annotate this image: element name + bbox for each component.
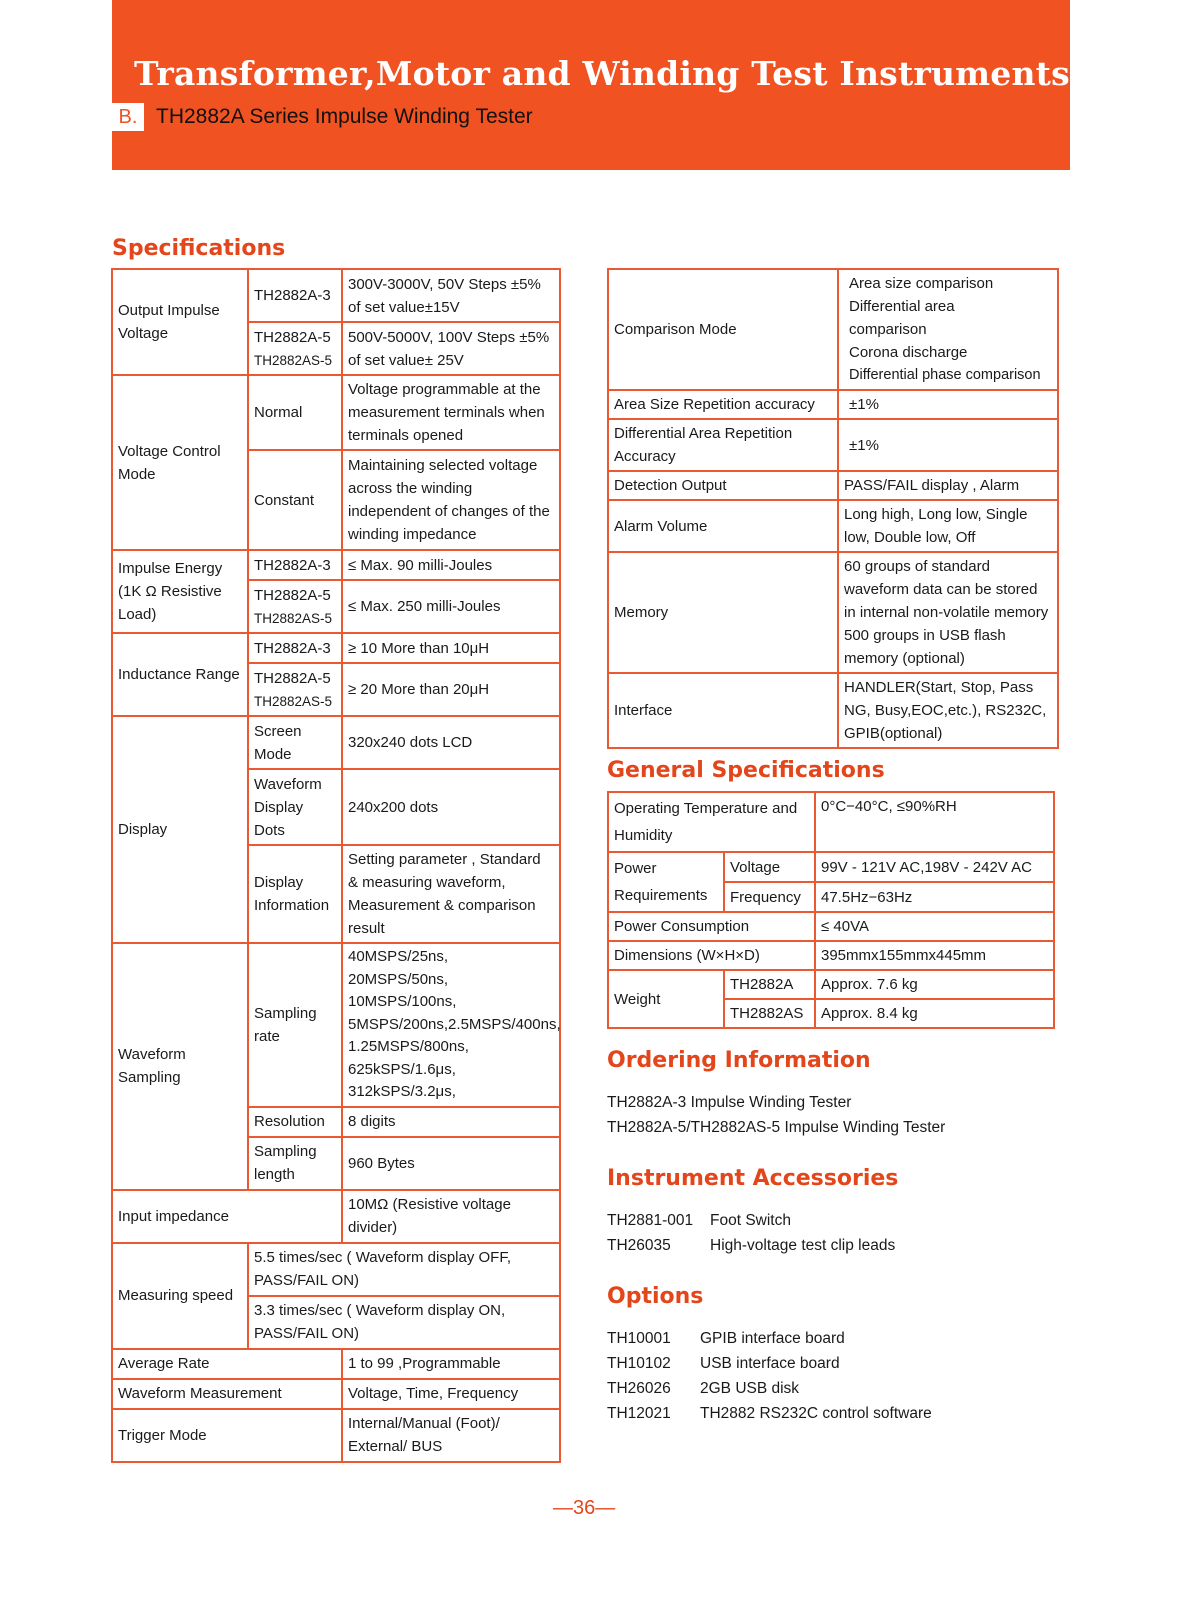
section-subtitle-text: TH2882A Series Impulse Winding Tester (156, 105, 533, 128)
row-label: Inductance Range (112, 633, 248, 716)
item-code: TH26035 (607, 1237, 671, 1254)
table-row (112, 1409, 560, 1462)
general-specifications-table (607, 791, 1055, 1029)
row-label: Trigger Mode (112, 1409, 342, 1462)
rate-line: 20MSPS/50ns, 10MSPS/100ns, (348, 970, 457, 1010)
item-description: USB interface board (700, 1355, 840, 1372)
instrument-accessories-heading: Instrument Accessories (607, 1166, 899, 1191)
model-name: TH2882AS-5 (254, 610, 333, 626)
value-cell: ±1% (838, 390, 1058, 419)
rate-line: 5MSPS/200ns,2.5MSPS/400ns, (348, 1015, 561, 1033)
model-cell: TH2882A-3 (248, 550, 342, 580)
table-row (112, 633, 560, 663)
value-cell: 47.5Hz−63Hz (815, 882, 1054, 912)
ordering-list (607, 1090, 945, 1140)
item-description: TH2882 RS232C control software (700, 1405, 932, 1422)
row-label: Power Consumption (608, 912, 815, 941)
value-cell: 300V-3000V, 50V Steps ±5% of set value±15V (342, 269, 560, 322)
item-code: TH10001 (607, 1330, 671, 1347)
accessories-list (607, 1208, 895, 1258)
mode-line: Differential area (849, 298, 955, 315)
item-description: GPIB interface board (700, 1330, 845, 1347)
table-row (608, 673, 1058, 748)
model-cell: TH2882AS (724, 999, 815, 1028)
model-name: TH2882A-5 (254, 328, 331, 346)
table-row (608, 970, 1054, 999)
item-description: High-voltage test clip leads (710, 1237, 896, 1254)
row-label: Average Rate (112, 1349, 342, 1379)
value-cell: 320x240 dots LCD (342, 716, 560, 769)
value-cell: ≤ Max. 250 milli-Joules (342, 580, 560, 633)
table-row (608, 500, 1058, 552)
header-banner (112, 0, 1070, 170)
mode-line: Area size comparison (849, 275, 994, 292)
table-row (608, 552, 1058, 673)
value-cell: Voltage, Time, Frequency (342, 1379, 560, 1409)
table-row (608, 792, 1054, 852)
mode-line: Differential phase comparison (849, 367, 1041, 383)
table-row (112, 1349, 560, 1379)
value-cell: Long high, Long low, Single low, Double low, Off (838, 500, 1058, 552)
row-label: Waveform Sampling (112, 943, 248, 1190)
value-cell (342, 943, 560, 1107)
model-cell (248, 580, 342, 633)
sub-label-cell: Sampling rate (248, 943, 342, 1107)
row-label: Input impedance (112, 1190, 342, 1243)
model-cell: TH2882A-3 (248, 269, 342, 322)
list-item (607, 1376, 932, 1401)
section-subtitle (112, 103, 533, 131)
value-cell: 960 Bytes (342, 1137, 560, 1190)
sub-label-cell: Waveform Display Dots (248, 769, 342, 845)
item-description: Foot Switch (710, 1212, 791, 1229)
value-cell: Maintaining selected voltage across the winding independent of changes of the winding impedance (342, 450, 560, 550)
item-description: 2GB USB disk (700, 1380, 800, 1397)
value-cell: 240x200 dots (342, 769, 560, 845)
row-label: Alarm Volume (608, 500, 838, 552)
value-cell: Approx. 8.4 kg (815, 999, 1054, 1028)
model-name: TH2882AS-5 (254, 352, 333, 368)
list-item: TH2882A-3 Impulse Winding Tester (607, 1094, 852, 1111)
mode-cell: Constant (248, 450, 342, 550)
model-name: TH2882A-5 (254, 669, 331, 687)
section-letter-badge: B. (112, 103, 144, 131)
item-code: TH26026 (607, 1380, 671, 1397)
value-cell: Internal/Manual (Foot)/ External/ BUS (342, 1409, 560, 1462)
table-row (112, 716, 560, 769)
specifications-heading: Specifications (112, 236, 286, 261)
sub-label-cell: Frequency (724, 882, 815, 912)
sub-label-cell: Sampling length (248, 1137, 342, 1190)
value-cell: 0°C−40°C, ≤90%RH (815, 792, 1054, 852)
value-cell: Voltage programmable at the measurement terminals when terminals opened (342, 375, 560, 450)
value-cell (838, 269, 1058, 390)
specifications-table (111, 268, 561, 1463)
value-cell: 500V-5000V, 100V Steps ±5% of set value± 25V (342, 322, 560, 375)
value-cell: ±1% (838, 419, 1058, 471)
row-label: Voltage Control Mode (112, 375, 248, 550)
value-cell: ≥ 20 More than 20μH (342, 663, 560, 716)
table-row (608, 912, 1054, 941)
table-row (112, 1379, 560, 1409)
row-label: Impulse Energy (1K Ω Resistive Load) (112, 550, 248, 633)
value-cell: ≤ 40VA (815, 912, 1054, 941)
model-name: TH2882A-5 (254, 586, 331, 604)
value-cell: ≤ Max. 90 milli-Joules (342, 550, 560, 580)
row-label: Output Impulse Voltage (112, 269, 248, 375)
row-label: Area Size Repetition accuracy (608, 390, 838, 419)
sub-label-cell: Resolution (248, 1107, 342, 1137)
value-cell: HANDLER(Start, Stop, Pass NG, Busy,EOC,etc.), RS232C, GPIB(optional) (838, 673, 1058, 748)
value-cell: Setting parameter , Standard & measuring waveform, Measurement & comparison result (342, 845, 560, 943)
model-cell: TH2882A-3 (248, 633, 342, 663)
table-row (112, 1190, 560, 1243)
row-label: Differential Area Repetition Accuracy (608, 419, 838, 471)
list-item (607, 1208, 895, 1233)
row-label: Display (112, 716, 248, 943)
row-label: Waveform Measurement (112, 1379, 342, 1409)
value-cell: 10MΩ (Resistive voltage divider) (342, 1190, 560, 1243)
value-cell: 99V - 121V AC,198V - 242V AC (815, 852, 1054, 882)
sub-label-cell: Voltage (724, 852, 815, 882)
value-cell: PASS/FAIL display , Alarm (838, 471, 1058, 500)
table-row (112, 1243, 560, 1296)
value-cell: 1 to 99 ,Programmable (342, 1349, 560, 1379)
list-item (607, 1351, 932, 1376)
page-title: Transformer,Motor and Winding Test Instruments (134, 54, 1070, 93)
table-row (112, 375, 560, 450)
table-row (112, 943, 560, 1107)
row-label: Comparison Mode (608, 269, 838, 390)
table-row (608, 419, 1058, 471)
rate-line: 1.25MSPS/800ns, (348, 1038, 469, 1055)
table-row (608, 390, 1058, 419)
page-number: —36— (553, 1497, 616, 1519)
row-label: Memory (608, 552, 838, 673)
value-cell: 5.5 times/sec ( Waveform display OFF, PASS/FAIL ON) (248, 1243, 560, 1296)
table-row (608, 471, 1058, 500)
rate-line: 40MSPS/25ns, (348, 948, 449, 965)
row-label: Operating Temperature and Humidity (608, 792, 815, 852)
value-cell: 3.3 times/sec ( Waveform display ON, PASS/FAIL ON) (248, 1296, 560, 1349)
value-cell: 8 digits (342, 1107, 560, 1137)
ordering-information-heading: Ordering Information (607, 1048, 871, 1073)
sub-label-cell: Screen Mode (248, 716, 342, 769)
item-code: TH2881-001 (607, 1212, 694, 1229)
row-label: Power Requirements (608, 852, 724, 912)
model-name: TH2882AS-5 (254, 693, 333, 709)
table-row (112, 269, 560, 322)
item-code: TH12021 (607, 1405, 671, 1422)
model-cell (248, 322, 342, 375)
table-row (608, 852, 1054, 882)
sub-label-cell: Display Information (248, 845, 342, 943)
value-cell: Approx. 7.6 kg (815, 970, 1054, 999)
specifications-table-continued (607, 268, 1059, 749)
value-cell: ≥ 10 More than 10μH (342, 633, 560, 663)
value-cell: 395mmx155mmx445mm (815, 941, 1054, 970)
item-code: TH10102 (607, 1355, 671, 1372)
mode-cell: Normal (248, 375, 342, 450)
mode-line: comparison (849, 321, 927, 338)
options-list (607, 1326, 932, 1426)
table-row (608, 269, 1058, 390)
options-heading: Options (607, 1284, 704, 1309)
list-item (607, 1326, 932, 1351)
list-item (607, 1233, 895, 1258)
row-label: Detection Output (608, 471, 838, 500)
table-row (608, 941, 1054, 970)
value-cell: 60 groups of standard waveform data can be stored in internal non-volatile memory 500 groups in USB flash memory (optional) (838, 552, 1058, 673)
mode-line: Corona discharge (849, 344, 968, 361)
list-item: TH2882A-5/TH2882AS-5 Impulse Winding Tester (607, 1119, 946, 1136)
model-cell: TH2882A (724, 970, 815, 999)
row-label: Interface (608, 673, 838, 748)
model-cell (248, 663, 342, 716)
general-specifications-heading: General Specifications (607, 758, 885, 783)
row-label: Measuring speed (112, 1243, 248, 1349)
rate-line: 625kSPS/1.6μs, 312kSPS/3.2μs, (348, 1060, 456, 1100)
row-label: Weight (608, 970, 724, 1028)
row-label: Dimensions (W×H×D) (608, 941, 815, 970)
list-item (607, 1401, 932, 1426)
table-row (112, 550, 560, 580)
